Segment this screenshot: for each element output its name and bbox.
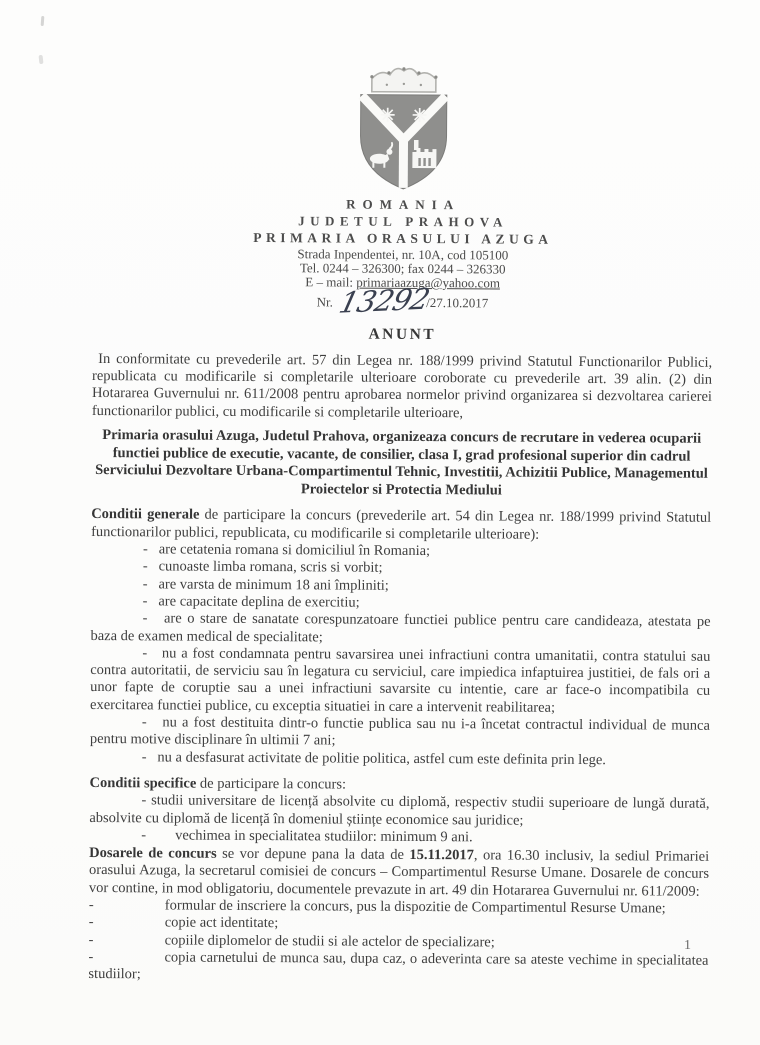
email-address: primariaazuga@yahoo.com — [356, 274, 501, 291]
dash-marker: - — [88, 914, 94, 931]
specific-condition-item: - vechimea in specialitatea studiilor: minimum 9 ani. — [141, 827, 473, 846]
letterhead-country: ROMANIA — [346, 196, 461, 213]
page-number: 1 — [684, 938, 691, 953]
handwritten-registration-number: 13292 — [336, 281, 433, 320]
intro-paragraph: In conformitate cu prevederile art. 57 din Legea nr. 188/1999 privind Statutul Functionarilor Publici, republicata cu modificarile si completarile ulterioare coroborate cu prevederile art. 39 alin. (2) din Hotararea Guvernului nr. 611/2008 pentru aprobarea normelor privind organizarea si dezvoltarea carierei functionarilor publici, cu modificarile si completarile ulterioare, — [91, 350, 713, 422]
specific-condition-item: - studii universitare de licență absolvite cu diplomă, respectiv studii superioare de lungă durată, absolvite cu diplomă de licență în domeniul științe economice sau juridice; — [89, 792, 714, 829]
email-label: E – mail: — [305, 274, 357, 290]
general-condition-item: - are o stare de sanatate corespunzatoare functiei publice pentru care candideaza, atestata pe baza de examen medical de specialitate; — [90, 610, 715, 645]
crown-icon — [370, 67, 437, 92]
dossier-paragraph: Dosarele de concurs se vor depune pana la data de 15.11.2017, ora 16.30 inclusiv, la sediul Primariei orasului Azuga, la secretarul comisiei de concurs – Compartimentul Resurse Umane. Dosarele de concurs vor contine, in mod obligatoriu, documentele prevazute in art. 49 din Hotararea Guvernului nr. 611/2009: — [88, 845, 710, 900]
dossier-document-item: - copie act identitate; — [88, 914, 279, 932]
document-content — [88, 60, 714, 987]
specific-conditions-heading-lead: Conditii specifice — [89, 774, 197, 792]
dossier-document-item: - formular de inscriere la concurs, pus la dispozitie de Compartimentul Resurse Umane; — [88, 896, 666, 917]
registration-label: Nr. — [316, 294, 333, 310]
dash-marker: - — [88, 948, 94, 965]
letterhead-address: Strada Inpendentei, nr. 10A, cod 105100 — [297, 245, 509, 263]
general-condition-item: - nu a desfasurat activitate de politie politica, astfel cum este definita prin lege. — [141, 748, 607, 768]
announcement-paragraph: Primaria orasului Azuga, Judetul Prahova, organizeaza concurs de recrutare in vederea ocuparii functiei publice de executie, vacante, de consilier, clasa I, grad profesional superior din cadrul Serviciului Dezvoltare Urbana-Compartimentul Tehnic, Investitii, Achizitii Publice, Managementul Proiectelor si Protectia Mediului — [95, 427, 708, 499]
snowflake-icon — [413, 108, 427, 122]
document-title: ANUNT — [368, 325, 437, 343]
dossier-lead: Dosarele de concurs — [89, 845, 217, 862]
general-condition-item: - are varsta de minimum 18 ani împliniti; — [142, 575, 389, 594]
general-conditions-heading: Conditii generale de participare la concurs (prevederile art. 54 din Legea nr. 188/1999 privind Statutul functionarilor publici, republicata, cu modificarile si completarile ulterioare): — [91, 506, 712, 543]
general-conditions-heading-lead: Conditii generale — [91, 506, 200, 524]
shield-icon — [360, 95, 447, 190]
registration-date: /27.10.2017 — [426, 294, 489, 311]
dossier-deadline-date: 15.11.2017 — [409, 847, 474, 864]
general-condition-item: - nu a fost condamnata pentru savarsirea unei infractiuni contra umanitatii, contra statului sau contra autoritatii, de serviciu sau în legatura cu serviciul, care impiedica infaptuirea justitiei, de fals ori a unor fapte de coruptie sau a unei infractiuni savarsite cu intentie, care ar face-o incompatibila cu exercitarea functiei publice, cu exceptia situatiei in care a intervenit reabilitarea; — [90, 645, 715, 716]
scan-artifact — [41, 16, 45, 26]
letterhead — [92, 60, 714, 319]
dash-marker: - — [88, 896, 94, 913]
letterhead-county: JUDETUL PRAHOVA — [298, 213, 508, 230]
general-condition-item: - are cetatenia romana si domiciliul în Romania; — [142, 541, 431, 560]
specific-conditions-heading: Conditii specifice de participare la concurs: — [89, 774, 347, 793]
coat-of-arms — [340, 62, 467, 195]
dash-marker: - — [88, 931, 94, 948]
letterhead-phone-fax: Tel. 0244 – 326300; fax 0244 – 326330 — [299, 260, 506, 277]
general-condition-item: - are capacitate deplina de exercitiu; — [142, 593, 360, 611]
snowflake-icon — [381, 108, 395, 122]
scan-artifact — [39, 55, 44, 64]
general-condition-item: - nu a fost destituita dintr-o functie publica sau nu i-a încetat contractul individual de munca pentru motive disciplinare în ultimii 7 ani; — [89, 714, 714, 749]
dossier-document-item: - copiile diplomelor de studii si ale actelor de specializare; — [88, 931, 495, 951]
letterhead-institution: PRIMARIA ORASULUI AZUGA — [253, 229, 553, 247]
general-condition-item: - cunoaste limba romana, scris si vorbit; — [142, 558, 383, 577]
dossier-document-item: - copia carnetului de munca sau, dupa caz, o adeverinta care sa ateste vechime in specialitatea studiilor; — [88, 948, 709, 983]
